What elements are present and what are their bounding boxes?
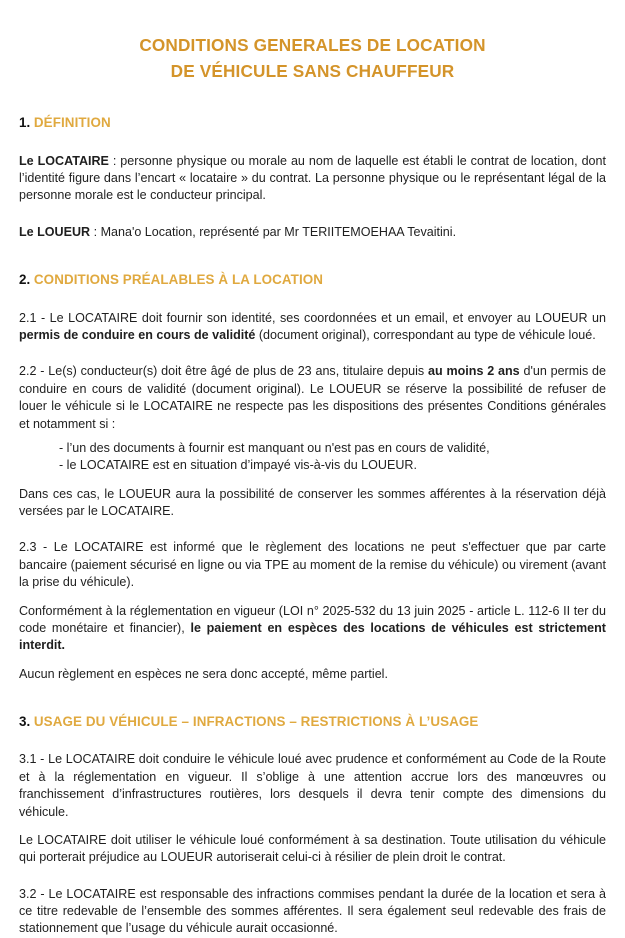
section-heading-3 xyxy=(19,713,606,730)
section-heading-1 xyxy=(19,114,606,131)
clause-2-1-bold: permis de conduire en cours de validité xyxy=(19,328,256,342)
clause-3-1-tail: Le LOCATAIRE doit utiliser le véhicule loué conformément à sa destination. Toute utilisation du véhicule qui porterait préjudice au LOUEUR autoriserait celui-ci à résilier de plein droit le contrat. xyxy=(19,832,606,865)
clause-2-3-law-bold: le paiement en espèces des locations de véhicules est strictement interdit. xyxy=(19,620,606,653)
clause-2-1-part2: (document original), correspondant au type de véhicule loué. xyxy=(255,328,596,342)
clause-2-2-part1: 2.2 - Le(s) conducteur(s) doit être âgé de plus de 23 ans, titulaire depuis xyxy=(19,364,429,379)
clause-3-2: 3.2 - Le LOCATAIRE est responsable des infractions commises pendant la durée de la location et sera à ce titre redevable de l’ensemble des sommes afférentes. Il sera également seul redevable des frais de stationnement que l’usage du véhicule aurait occasionné. xyxy=(19,886,606,936)
paragraph-loueur-definition xyxy=(19,224,606,241)
section-title-1: DÉFINITION xyxy=(33,115,111,131)
section-number-3: 3. xyxy=(19,714,31,729)
section-number-1: 1. xyxy=(19,115,31,131)
locataire-label: Le LOCATAIRE xyxy=(19,153,109,168)
clause-2-1 xyxy=(19,310,606,345)
page-title xyxy=(19,0,606,84)
clause-2-1-part1: 2.1 - Le LOCATAIRE doit fournir son identité, ses coordonnées et un email, et envoyer au LOUEUR un xyxy=(19,310,606,325)
clause-2-3-law-part1: Conformément à la réglementation en vigueur (LOI n° 2025-532 du 13 juin 2025 - article L. 112-6 II ter du code monétaire et financier), xyxy=(19,603,606,635)
section-title-2: CONDITIONS PRÉALABLES À LA LOCATION xyxy=(33,272,324,288)
section-number-2: 2. xyxy=(19,272,31,288)
clause-2-2-bullet-list xyxy=(19,440,606,475)
paragraph-locataire-definition xyxy=(19,153,606,205)
loueur-text: : Mana'o Location, représenté par Mr TERIITEMOEHAA Tevaitini. xyxy=(90,224,457,239)
locataire-text: : personne physique ou morale au nom de laquelle est établi le contrat de location, dont l’identité figure dans l’encart « locataire » du contrat. La personne physique ou le représentant légal de la personne morale est le conducteur principal. xyxy=(19,153,606,203)
clause-2-2-tail: Dans ces cas, le LOUEUR aura la possibilité de conserver les sommes afférentes à la réservation déjà versées par le LOCATAIRE. xyxy=(19,486,606,518)
section-heading-2 xyxy=(19,271,606,288)
section-title-3: USAGE DU VÉHICULE – INFRACTIONS – RESTRICTIONS À L’USAGE xyxy=(33,714,479,729)
page-title-line-2: DE VÉHICULE SANS CHAUFFEUR xyxy=(170,61,455,82)
clause-2-3-law xyxy=(19,603,606,655)
page-title-line-1: CONDITIONS GENERALES DE LOCATION xyxy=(139,35,486,55)
list-item: - le LOCATAIRE est en situation d’impayé vis-à-vis du LOUEUR. xyxy=(59,458,417,473)
clause-3-1: 3.1 - Le LOCATAIRE doit conduire le véhicule loué avec prudence et conformément au Code de la Route et à la réglementation en vigueur. Il s’oblige à une attention accrue lors des manœuvres ou franchissement d’infrastructures routières, lors desquels il devra tenir compte des dimensions du véhicule. xyxy=(19,752,606,819)
clause-2-2-bold: au moins 2 ans xyxy=(428,364,520,379)
clause-2-2-part2: d'un permis de conduire en cours de validité (document original). Le LOUEUR se réserve la possibilité de refuser de louer le véhicule si le LOCATAIRE ne respecte pas les dispositions des présentes Conditions générales et notamment si : xyxy=(19,364,607,431)
clause-2-2 xyxy=(19,363,606,433)
loueur-label: Le LOUEUR xyxy=(19,224,91,239)
clause-2-3: 2.3 - Le LOCATAIRE est informé que le règlement des locations ne peut s'effectuer que par carte bancaire (paiement sécurisé en ligne ou via TPE au moment de la remise du véhicule) ou virement (avant la prise du véhicule). xyxy=(19,540,606,590)
list-item: - l’un des documents à fournir est manquant ou n'est pas en cours de validité, xyxy=(59,440,490,455)
clause-2-3-tail: Aucun règlement en espèces ne sera donc accepté, même partiel. xyxy=(19,666,388,681)
